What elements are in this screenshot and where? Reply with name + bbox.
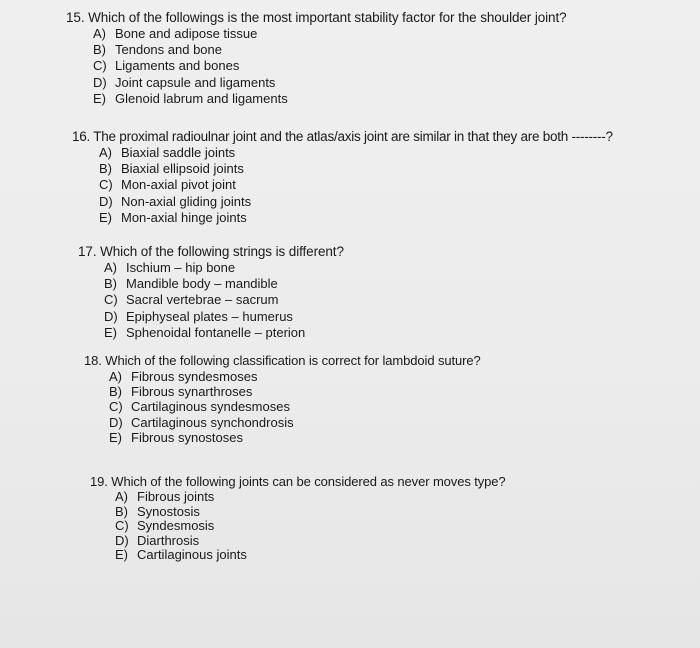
question-16: [72, 128, 613, 226]
question-text: Which of the following strings is different?: [100, 244, 344, 259]
question-text: Which of the following classification is correct for lambdoid suture?: [105, 353, 481, 368]
option-b[interactable]: B) Biaxial ellipsoid joints: [99, 161, 244, 177]
option-c[interactable]: C) Syndesmosis: [115, 518, 215, 534]
question-stem: [72, 128, 613, 145]
question-number: 17.: [78, 244, 97, 259]
option-a[interactable]: A) Biaxial saddle joints: [99, 145, 236, 160]
option-d[interactable]: D) Diarthrosis: [115, 532, 200, 548]
question-18: [84, 352, 481, 445]
question-number: 18.: [84, 353, 102, 368]
option-e[interactable]: E) Cartilaginous joints: [115, 547, 247, 563]
question-19: [90, 473, 506, 563]
option-b[interactable]: B) Fibrous synarthroses: [109, 384, 253, 400]
option-d[interactable]: D) Joint capsule and ligaments: [93, 74, 276, 90]
option-c[interactable]: C) Sacral vertebrae – sacrum: [104, 292, 279, 308]
option-d[interactable]: D) Epiphyseal plates – humerus: [104, 308, 293, 324]
option-a[interactable]: A) Fibrous joints: [115, 489, 215, 504]
question-stem: [84, 352, 481, 369]
option-e[interactable]: E) Sphenoidal fontanelle – pterion: [104, 324, 306, 340]
question-17: [78, 243, 344, 341]
option-b[interactable]: B) Tendons and bone: [93, 42, 222, 58]
option-a[interactable]: A) Ischium – hip bone: [104, 260, 236, 275]
option-a[interactable]: A) Bone and adipose tissue: [93, 26, 258, 41]
option-list: [109, 369, 481, 445]
option-c[interactable]: C) Mon-axial pivot joint: [99, 177, 236, 193]
option-list: [104, 260, 344, 341]
option-c[interactable]: C) Cartilaginous syndesmoses: [109, 399, 290, 415]
option-list: [115, 490, 506, 563]
question-text: Which of the following joints can be considered as never moves type?: [111, 474, 506, 489]
question-stem: [90, 473, 506, 490]
option-c[interactable]: C) Ligaments and bones: [93, 58, 240, 74]
question-15: [66, 9, 567, 107]
question-text: Which of the followings is the most important stability factor for the shoulder joint?: [88, 10, 567, 25]
option-e[interactable]: E) Glenoid labrum and ligaments: [93, 90, 288, 106]
option-list: [93, 26, 567, 107]
question-stem: [66, 9, 567, 26]
option-e[interactable]: E) Mon-axial hinge joints: [99, 209, 247, 225]
question-number: 16.: [72, 129, 91, 144]
option-a[interactable]: A) Fibrous syndesmoses: [109, 369, 258, 384]
option-list: [99, 145, 613, 226]
question-text: The proximal radioulnar joint and the atlas/axis joint are similar in that they are both --------?: [93, 129, 613, 144]
option-b[interactable]: B) Synostosis: [115, 503, 200, 519]
option-d[interactable]: D) Cartilaginous synchondrosis: [109, 414, 294, 430]
question-number: 19.: [90, 474, 108, 489]
question-number: 15.: [66, 10, 85, 25]
option-b[interactable]: B) Mandible body – mandible: [104, 276, 278, 292]
option-d[interactable]: D) Non-axial gliding joints: [99, 193, 252, 209]
question-stem: [78, 243, 344, 260]
option-e[interactable]: E) Fibrous synostoses: [109, 429, 243, 445]
